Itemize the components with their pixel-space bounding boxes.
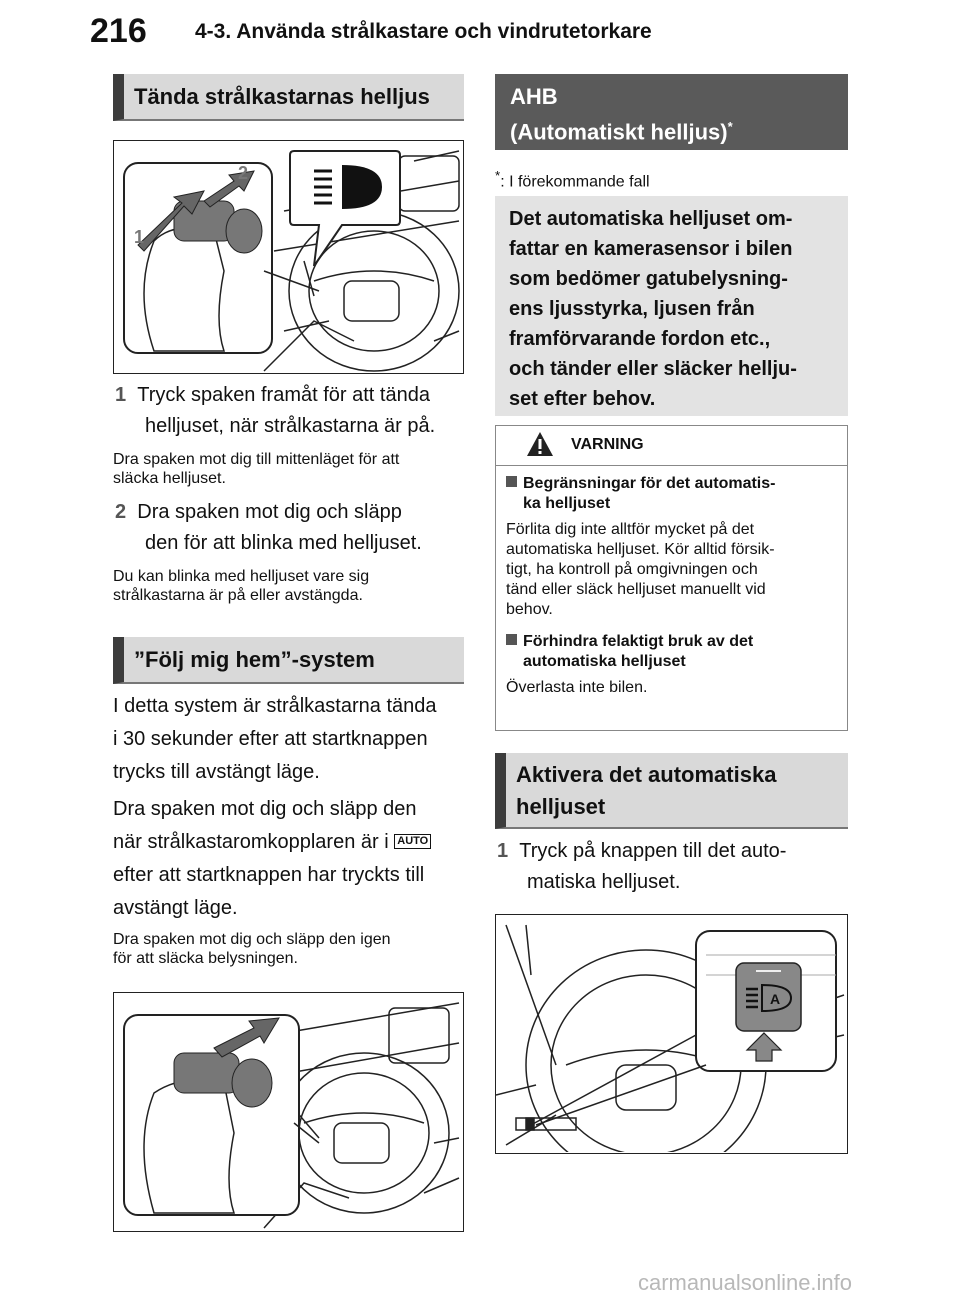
bullet-square-icon [506,634,517,645]
info-line-6: och tänder eller släcker hellju- [509,358,797,380]
footnote-mark: * [495,168,501,183]
footnote [495,168,650,191]
step-ahb-1 [497,836,857,898]
step-2 [115,497,475,559]
step-1-line1: Tryck spaken framåt för att tända [137,384,430,406]
warning-box [495,425,848,731]
warning-title: VARNING [571,436,644,453]
body2-line4: avstängt läge. [113,897,238,919]
section-title-follow-me-home [113,637,464,684]
note-1 [113,450,473,488]
warning-item1-title-line2: ka helljuset [523,495,611,512]
warning-item1-text-1: Förlita dig inte alltför mycket på det [506,521,755,538]
step-2-number: 2 [115,501,127,523]
page-number: 216 [90,12,147,50]
warning-item2-title-line1: Förhindra felaktigt bruk av det [523,633,754,650]
note-2-line1: Du kan blinka med helljuset vare sig [113,568,370,585]
warning-header [496,426,847,466]
step-1 [115,380,475,442]
body1-line1: I detta system är strålkastarna tända [113,695,437,717]
info-line-2: fattar en kamerasensor i bilen [509,238,793,260]
ahb-title-asterisk: * [727,119,733,134]
warning-item1-text-3: tigt, ha kontroll på omgivningen och [506,561,758,578]
body2-line2: när strålkastaromkopplaren är i [113,831,389,853]
body1-line3: trycks till avstängt läge. [113,761,320,783]
note-3-line1: Dra spaken mot dig och släpp den igen [113,931,391,948]
note-3-line2: för att släcka belysningen. [113,950,298,967]
body2-line3: efter att startknappen har tryckts till [113,864,425,886]
warning-item2-title-line2: automatiska helljuset [523,653,686,670]
note-2 [113,567,473,605]
note-1-line2: släcka helljuset. [113,470,226,487]
activate-title-line1: Aktivera det automatiska [516,762,777,787]
ahb-title-line1: AHB [510,84,558,109]
step-2-line2: den för att blinka med helljuset. [145,532,422,554]
warning-item1-text-5: behov. [506,601,553,618]
follow-me-home-body [113,690,473,925]
body2-line1: Dra spaken mot dig och släpp den [113,798,417,820]
step-1-number: 1 [115,384,127,406]
info-line-3: som bedömer gatubelysning- [509,268,788,290]
figure1-label-1: 1 [134,227,145,247]
note-3 [113,930,473,968]
activate-title-line2: helljuset [516,794,606,819]
step-ahb-1-line2: matiska helljuset. [527,871,681,893]
warning-item2-text: Överlasta inte bilen. [506,679,648,696]
info-line-1: Det automatiska helljuset om- [509,208,793,230]
figure-lever-pull [113,992,464,1232]
figure1-label-2: 2 [238,163,249,183]
footnote-text: : I förekommande fall [500,173,650,191]
figure-lever-push [113,140,464,374]
ahb-title-line2: (Automatiskt helljus) [510,119,728,145]
chapter-title: 4-3. Använda strålkastare och vindrutetorkare [195,20,652,43]
bullet-square-icon [506,476,517,487]
section-title-high-beam-text: Tända strålkastarnas helljus [134,84,430,109]
note-2-line2: strålkastarna är på eller avstängda. [113,587,363,604]
step-1-line2: helljuset, när strålkastarna är på. [145,415,436,437]
note-1-line1: Dra spaken mot dig till mittenläget för att [113,451,400,468]
warning-body [496,466,847,698]
info-line-7: set efter behov. [509,388,656,410]
info-line-4: ens ljusstyrka, ljusen från [509,298,755,320]
step-ahb-1-line1: Tryck på knappen till det auto- [519,840,787,862]
step-2-line1: Dra spaken mot dig och släpp [137,501,402,523]
warning-item1-text-4: tänd eller släck helljuset manuellt vid [506,581,766,598]
warning-item1-title-line1: Begränsningar för det automatis- [523,475,776,492]
ahb-info-box [495,196,848,416]
section-title-ahb [495,74,848,150]
section-title-high-beam [113,74,464,121]
figure-ahb-button [495,914,848,1154]
auto-switch-icon: AUTO [394,834,431,849]
warning-triangle-icon [526,431,554,457]
section-title-follow-me-home-text: ”Följ mig hem”-system [134,647,375,672]
info-line-5: framförvarande fordon etc., [509,328,771,350]
step-ahb-1-number: 1 [497,840,509,862]
section-title-activate-ahb [495,753,848,829]
warning-item1-text-2: automatiska helljuset. Kör alltid försik- [506,541,775,558]
body1-line2: i 30 sekunder efter att startknappen [113,728,428,750]
ahb-button-letter: A [770,991,781,1007]
watermark: carmanualsonline.info [638,1270,853,1295]
